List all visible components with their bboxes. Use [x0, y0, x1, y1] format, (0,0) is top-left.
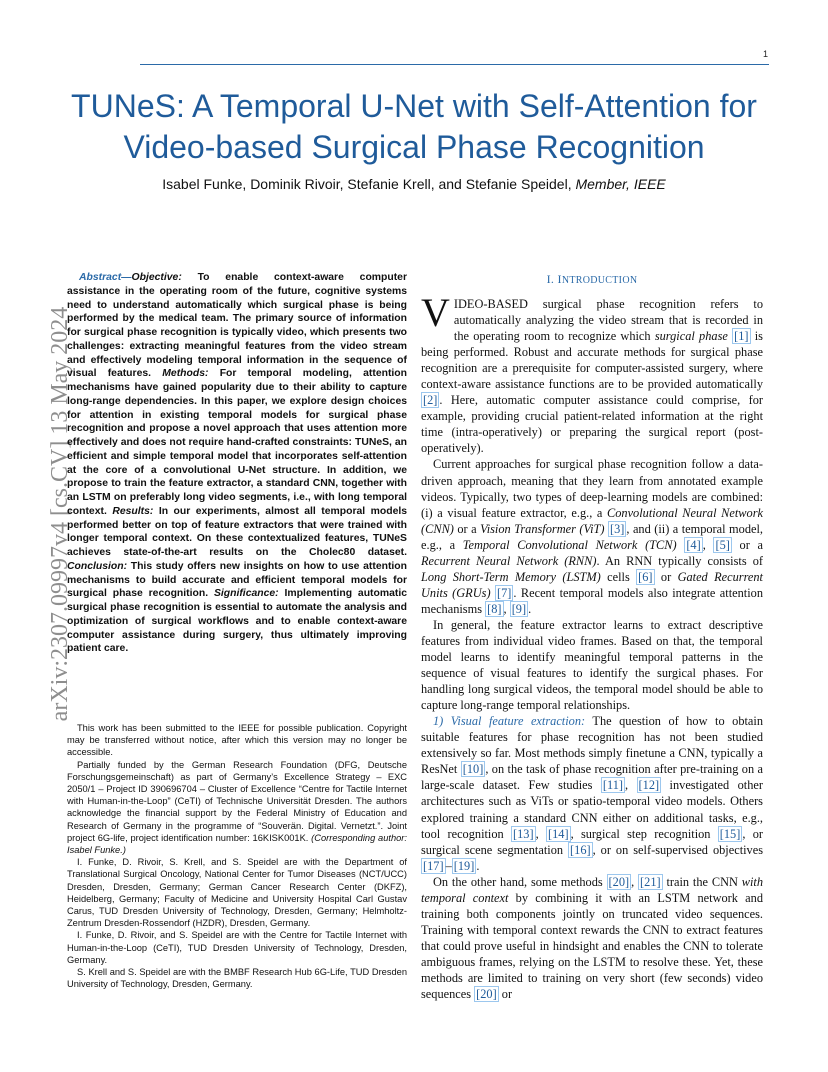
text: Current approaches for surgical phase recognition follow a data-driven approach, meaning that they learn from annotated example videos. Typically, two types of deep-learning models are combined: (i) a visual feature extractor, e.g., a — [421, 457, 763, 520]
text: or a — [453, 521, 481, 536]
citation-link[interactable]: [9] — [511, 601, 527, 616]
section-number: I. — [546, 272, 555, 286]
citation-link[interactable]: [20] — [608, 874, 630, 889]
footnote-affiliation-2: I. Funke, D. Rivoir, and S. Speidel are with the Centre for Tactile Internet with Human-in-the-Loop (CeTI), TUD Dresden University of Technology, Dresden, Germany. — [67, 930, 407, 965]
text: , or surgical scene segmentation — [421, 826, 764, 857]
text: . Here, automatic computer assistance could comprise, for example, providing crucial patient-related information at the right time (intra-operatively) or preparing the surgical report (post-operatively). — [421, 393, 763, 456]
text: investigated other architectures such as ViTs or spatio-temporal video models. Others explored training a standard CNN either on additional tasks, e.g., tool recognition — [421, 778, 763, 841]
objective-label: Objective: — [131, 272, 182, 283]
intro-paragraph-4: 1) Visual feature extraction: The question of how to obtain suitable features for phase recognition has not been studied extensively so far. Most methods simply finetune a CNN, typically a ResNet [10] , on the task of phase recognition after pre-training on a large-scale dataset. Few studies [11] , [12] investigated other architectures such as ViTs or spatio-temporal video models. Others explored training a standard CNN either on additional tasks, e.g., tool recognition [13] , [14] , surgical step recognition [15] , or surgical scene segmentation [16] , or on self-supervised objectives [17] – [19] . — [421, 714, 764, 873]
introduction-body — [421, 290, 764, 1002]
citation-link[interactable]: [17] — [423, 858, 444, 873]
subsection-heading: 1) Visual feature extraction: — [433, 714, 586, 729]
intro-paragraph-5: On the other hand, some methods [20] , [21] train the CNN with temporal context by combining it with an LSTM network and training both components jointly on truncated video sequences. Training with temporal context rewards the CNN to extract features that could prove useful in hindsight and enables the CNN to tolerate ambiguous frames, relying on the LSTM to resolve these. Yet, these methods are limited to training on very short (few seconds) video sequences [20] or — [421, 874, 764, 1002]
abstract — [67, 271, 407, 656]
citation-link[interactable]: [6] — [638, 569, 653, 584]
methods-text: For temporal modeling, attention mechanisms have gained popularity due to their ability to capture long-range dependencies. In this paper, we explore design choices for attention in existing temporal models for surgical phase recognition and propose a novel approach that uses attention more effectively and does not require hand-crafted constraints: TUNeS, an efficient and simple temporal model that incorporates self-attention at the core of a convolutional U-Net structure. In addition, we propose to train the feature extractor, a standard CNN, together with an LSTM on preferably long video segments, i.e., with long temporal context. — [67, 368, 407, 517]
objective-text: To enable context-aware computer assistance in the operating room of the future, cognitive systems need to understand automatically which surgical phase is being performed by the medical team. The primary source of information for surgical phase recognition is typically video, which presents two challenges: extracting meaningful features from the video stream and effectively modeling temporal information in the sequence of visual features. — [67, 272, 408, 380]
footnote-affiliation-3: S. Krell and S. Speidel are with the BMBF Research Hub 6G-Life, TUD Dresden University of Technology, Dresden, Germany. — [67, 967, 407, 990]
text: IDEO-BASED surgical phase recognition refers to automatically analyzing the video stream that is recorded in the operating room to recognize which — [453, 297, 763, 344]
citation-link[interactable]: [3] — [609, 521, 625, 536]
term-italic: Gated Recurrent Units (GRUs) — [421, 569, 763, 600]
citation-link[interactable]: [7] — [496, 585, 512, 600]
text: . Recent temporal models also integrate attention mechanisms — [421, 585, 764, 616]
citation-link[interactable]: [5] — [715, 537, 730, 552]
term-italic: surgical phase — [654, 329, 728, 344]
text: . An RNN typically consists of — [596, 553, 763, 568]
arxiv-stamp: arXiv:2307.09997v4 [cs.CV] 13 May 2024 — [47, 306, 73, 722]
term-italic: Vision Transformer (ViT) — [480, 521, 605, 536]
results-label: Results: — [112, 505, 154, 517]
text: , surgical step recognition — [570, 826, 718, 841]
header-rule — [140, 64, 769, 65]
text: , and (ii) a temporal model, e.g., a — [421, 521, 763, 552]
methods-label: Methods: — [162, 368, 209, 380]
term-italic: with temporal context — [421, 874, 764, 905]
page-number: 1 — [762, 49, 768, 59]
text: , on the task of phase recognition after pre-training on a large-scale dataset. Few studies — [421, 762, 763, 793]
footnotes — [67, 722, 407, 990]
text: is being performed. Robust and accurate methods for surgical phase recognition are a prerequisite for computer-assisted surgery, where context-aware assistance functions are to be provided automatically — [421, 329, 763, 392]
text: or a — [731, 537, 763, 552]
intro-paragraph-1 — [421, 290, 763, 456]
citation-link[interactable]: [2] — [423, 393, 438, 408]
citation-link[interactable]: [4] — [686, 537, 701, 552]
paper-title: TUNeS: A Temporal U-Net with Self-Attention for Video-based Surgical Phase Recognition — [71, 88, 757, 165]
text: by combining it with an LSTM network and training both components jointly on truncated video sequences. Training with temporal context rewards the CNN to extract features that could prove useful in hindsight and enables the CNN to tolerate ambiguous frames, relying on the LSTM to resolve these. Yet, these methods are limited to training on very short (few seconds) video sequences — [421, 890, 763, 1002]
text: , or on self-supervised objectives — [592, 842, 764, 857]
section-heading-introduction — [421, 272, 763, 287]
citation-link[interactable]: [19] — [453, 858, 475, 873]
text: train the CNN — [662, 874, 742, 889]
footnote-submission: This work has been submitted to the IEEE for possible publication. Copyright may be transferred without notice, after which this version may no longer be accessible. — [67, 723, 407, 758]
drop-cap: V — [421, 290, 450, 335]
citation-link[interactable]: [21] — [640, 874, 661, 889]
text: or — [654, 569, 678, 584]
section-heading-rest: NTRODUCTION — [561, 275, 638, 286]
significance-label: Significance: — [213, 588, 279, 600]
footnote-funding — [67, 759, 407, 857]
significance-text: Implementing automatic surgical phase recognition is essential to automate the analysis and optimization of surgical workflows and to enable context-aware computer assistance during surgery, thus ultimately improving patient care. — [67, 588, 407, 655]
text: The question of how to obtain suitable features for phase recognition has not been studied extensively so far. Most methods simply finetune a CNN, typically a ResNet — [421, 714, 763, 777]
term-italic: Long Short-Term Memory (LSTM) — [421, 569, 601, 584]
term-italic: Recurrent Neural Network (RNN) — [421, 553, 597, 568]
text: cells — [600, 569, 637, 584]
footnote-affiliation-1: I. Funke, D. Rivoir, S. Krell, and S. Speidel are with the Department of Translational Surgical Oncology, National Center for Tumor Diseases (NCT/UCC) Dresden, Dresden, Germany; German Cancer Research Center (DKFZ), Heidelberg, Germany; Faculty of Medicine and University Hospital Carl Gustav Carus, TUD Dresden University of Technology, Dresden, Germany; Helmholtz-Zentrum Dresden-Rossendorf (HZDR), Dresden, Germany. — [67, 857, 407, 929]
section-heading-initial: I — [557, 272, 562, 286]
citation-link[interactable]: [20] — [476, 987, 497, 1002]
footnote-corresponding-author: (Corresponding author: Isabel Funke.) — [67, 832, 407, 856]
citation-link[interactable]: [8] — [487, 601, 502, 616]
citation-link[interactable]: [11] — [602, 778, 623, 793]
footnote-funding-text: Partially funded by the German Research Foundation (DFG, Deutsche Forschungsgemeinschaft) as part of Germany’s Excellence Strategy – EXC 2050/1 – Project ID 390696704 – Cluster of Excellence “Centre for Tactile Internet with Human-in-the-Loop” (CeTI) of Technische Universität Dresden. The authors acknowledge the financial support by the Federal Ministry of Education and Research of Germany in the programme of “Souverän. Digital. Vernetzt.”. Joint project 6G-life, project identification number: 16KISK001K. — [67, 759, 407, 843]
author-line — [40, 176, 788, 192]
text: On the other hand, some methods — [433, 874, 607, 889]
citation-link[interactable]: [15] — [719, 826, 741, 841]
citation-link[interactable]: [13] — [513, 826, 534, 841]
text: or — [498, 987, 513, 1002]
citation-link[interactable]: [14] — [547, 826, 569, 841]
citation-link[interactable]: [1] — [734, 329, 749, 344]
conclusion-label: Conclusion: — [67, 560, 128, 572]
abstract-label: Abstract— — [79, 272, 132, 283]
citation-link[interactable]: [12] — [638, 778, 660, 793]
citation-link[interactable]: [16] — [570, 842, 591, 857]
results-text: In our experiments, almost all temporal models performed better on top of feature extractors that were trained with longer temporal context. On these contextualized features, TUNeS achieves state-of-the-art results on the Cholec80 dataset. — [67, 505, 408, 558]
author-membership: Member, IEEE — [575, 176, 666, 192]
term-italic: Temporal Convolutional Network (TCN) — [462, 537, 677, 552]
intro-paragraph-3: In general, the feature extractor learns to extract descriptive features from individual video frames. Based on that, the temporal model learns to identify meaningful temporal patterns in the sequence of visual features to identify the surgical phases. For handling long surgical videos, the temporal model should be able to capture long-range temporal relationships. — [421, 617, 763, 713]
author-names: Isabel Funke, Dominik Rivoir, Stefanie Krell, and Stefanie Speidel, — [162, 176, 572, 192]
conclusion-text: This study offers new insights on how to use attention mechanisms to build accurate and efficient temporal models for surgical phase recognition. — [67, 560, 408, 600]
intro-paragraph-2: Current approaches for surgical phase recognition follow a data-driven approach, meaning that they learn from annotated example videos. Typically, two types of deep-learning models are combined: (i) a visual feature extractor, e.g., a Convolutional Neural Network (CNN) or a Vision Transformer (ViT) [3] , and (ii) a temporal model, e.g., a Temporal Convolutional Network (TCN) [4] , [5] or a Recurrent Neural Network (RNN). An RNN typically consists of Long Short-Term Memory (LSTM) cells [6] or Gated Recurrent Units (GRUs) [7] . Recent temporal models also integrate attention mechanisms [8] , [9] . — [421, 457, 764, 616]
term-italic: Convolutional Neural Network (CNN) — [421, 505, 763, 536]
citation-link[interactable]: [10] — [462, 762, 484, 777]
